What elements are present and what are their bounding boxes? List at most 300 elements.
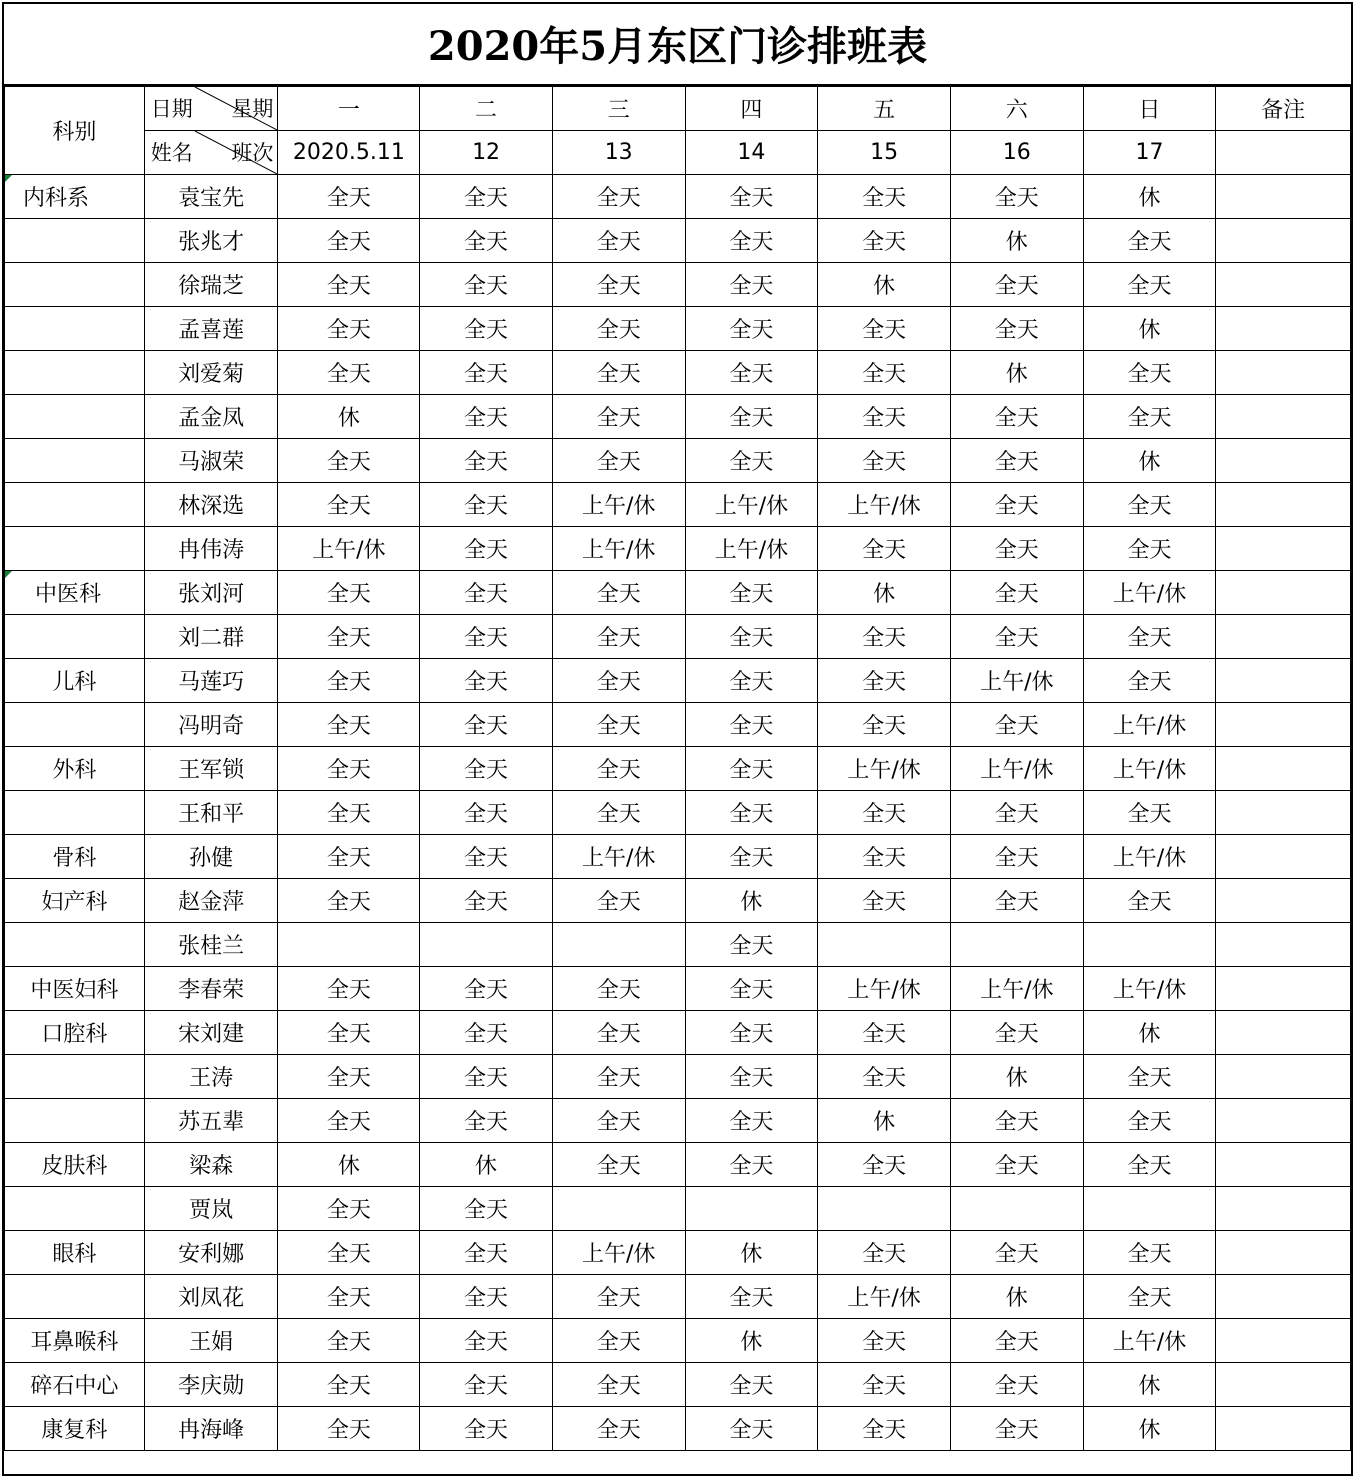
shift-cell: 全天	[278, 615, 420, 659]
shift-cell: 全天	[420, 1407, 553, 1451]
shift-cell: 全天	[685, 571, 818, 615]
shift-cell: 上午/休	[950, 747, 1083, 791]
shift-cell: 上午/休	[552, 527, 685, 571]
shift-cell: 全天	[278, 175, 420, 219]
doctor-name-cell: 孟金凤	[144, 395, 278, 439]
shift-cell: 全天	[552, 967, 685, 1011]
shift-cell: 全天	[950, 1407, 1083, 1451]
remark-cell	[1216, 1099, 1351, 1143]
date-label: 日期	[150, 97, 193, 121]
shift-cell: 全天	[552, 703, 685, 747]
dept-cell	[5, 615, 145, 659]
weekday-cell: 四	[685, 87, 818, 131]
doctor-name-cell: 宋刘建	[144, 1011, 278, 1055]
shift-cell: 全天	[420, 1319, 553, 1363]
remark-cell	[1216, 879, 1351, 923]
shift-cell: 全天	[278, 1319, 420, 1363]
shift-cell: 全天	[818, 659, 951, 703]
shift-cell: 上午/休	[818, 1275, 951, 1319]
shift-cell: 全天	[1083, 483, 1216, 527]
weekday-cell: 五	[818, 87, 951, 131]
date-cell: 15	[818, 131, 951, 175]
shift-cell: 上午/休	[552, 1231, 685, 1275]
shift-cell: 全天	[420, 1055, 553, 1099]
shift-cell: 全天	[552, 659, 685, 703]
shift-cell: 全天	[552, 1363, 685, 1407]
shift-cell: 全天	[420, 219, 553, 263]
shift-cell: 全天	[1083, 263, 1216, 307]
remark-column-header: 备注	[1216, 87, 1351, 131]
dept-cell: 中医妇科	[5, 967, 145, 1011]
table-row	[5, 571, 1351, 615]
remark-cell	[1216, 791, 1351, 835]
shift-cell: 休	[818, 263, 951, 307]
shift-cell: 全天	[420, 527, 553, 571]
table-row	[5, 1231, 1351, 1275]
shift-cell: 全天	[685, 659, 818, 703]
doctor-name-cell: 王和平	[144, 791, 278, 835]
remark-cell	[1216, 1319, 1351, 1363]
shift-cell: 全天	[552, 1055, 685, 1099]
table-row	[5, 307, 1351, 351]
shift-cell: 休	[278, 395, 420, 439]
dept-cell: 皮肤科	[5, 1143, 145, 1187]
shift-cell: 上午/休	[818, 967, 951, 1011]
schedule-sheet	[2, 2, 1353, 1476]
shift-cell: 全天	[278, 747, 420, 791]
remark-cell	[1216, 747, 1351, 791]
shift-cell: 全天	[278, 219, 420, 263]
weekday-cell: 六	[950, 87, 1083, 131]
shift-cell: 全天	[950, 703, 1083, 747]
shift-cell: 全天	[685, 1055, 818, 1099]
doctor-name-cell: 赵金萍	[144, 879, 278, 923]
dept-cell	[5, 527, 145, 571]
date-week-header	[144, 87, 278, 131]
shift-cell: 全天	[278, 1275, 420, 1319]
shift-cell: 全天	[950, 483, 1083, 527]
shift-cell: 全天	[818, 615, 951, 659]
doctor-name-cell: 徐瑞芝	[144, 263, 278, 307]
shift-cell: 全天	[950, 879, 1083, 923]
doctor-name-cell: 贾岚	[144, 1187, 278, 1231]
shift-cell: 全天	[685, 263, 818, 307]
remark-cell	[1216, 1011, 1351, 1055]
doctor-name-cell: 张桂兰	[144, 923, 278, 967]
shift-cell: 全天	[685, 835, 818, 879]
shift-cell: 休	[818, 571, 951, 615]
shift-cell: 全天	[278, 483, 420, 527]
shift-cell: 全天	[1083, 615, 1216, 659]
shift-cell: 全天	[685, 175, 818, 219]
shift-cell: 全天	[1083, 791, 1216, 835]
remark-cell	[1216, 1143, 1351, 1187]
shift-cell: 全天	[552, 351, 685, 395]
shift-cell	[278, 923, 420, 967]
shift-cell: 上午/休	[552, 835, 685, 879]
doctor-name-cell: 冉海峰	[144, 1407, 278, 1451]
shift-cell: 全天	[278, 1187, 420, 1231]
shift-cell: 上午/休	[1083, 835, 1216, 879]
shift-cell: 全天	[818, 439, 951, 483]
table-row	[5, 791, 1351, 835]
table-row	[5, 351, 1351, 395]
shift-cell: 休	[1083, 1011, 1216, 1055]
shift-cell: 上午/休	[818, 483, 951, 527]
doctor-name-cell: 马莲巧	[144, 659, 278, 703]
shift-cell: 全天	[420, 835, 553, 879]
shift-cell: 全天	[552, 791, 685, 835]
shift-cell: 全天	[278, 307, 420, 351]
shift-cell: 全天	[420, 615, 553, 659]
table-row	[5, 1143, 1351, 1187]
shift-cell: 上午/休	[1083, 747, 1216, 791]
remark-cell	[1216, 263, 1351, 307]
dept-cell: 儿科	[5, 659, 145, 703]
remark-cell	[1216, 923, 1351, 967]
shift-cell: 全天	[950, 1099, 1083, 1143]
doctor-name-cell: 林深选	[144, 483, 278, 527]
shift-cell: 全天	[552, 1099, 685, 1143]
doctor-name-cell: 王娟	[144, 1319, 278, 1363]
shift-cell: 上午/休	[1083, 703, 1216, 747]
shift-cell: 全天	[818, 835, 951, 879]
doctor-name-cell: 张刘河	[144, 571, 278, 615]
remark-cell	[1216, 659, 1351, 703]
shift-cell: 全天	[685, 219, 818, 263]
remark-cell	[1216, 703, 1351, 747]
doctor-name-cell: 冉伟涛	[144, 527, 278, 571]
table-row	[5, 1099, 1351, 1143]
dept-cell	[5, 1187, 145, 1231]
doctor-name-cell: 李春荣	[144, 967, 278, 1011]
dept-cell	[5, 1055, 145, 1099]
shift-cell: 全天	[818, 1363, 951, 1407]
shift-cell: 上午/休	[685, 483, 818, 527]
remark-cell	[1216, 615, 1351, 659]
doctor-name-cell: 苏五辈	[144, 1099, 278, 1143]
shift-cell: 全天	[552, 879, 685, 923]
shift-cell	[685, 1187, 818, 1231]
shift-cell: 全天	[950, 1143, 1083, 1187]
shift-cell: 全天	[420, 395, 553, 439]
shift-cell: 休	[1083, 1363, 1216, 1407]
table-row	[5, 1055, 1351, 1099]
table-row	[5, 747, 1351, 791]
shift-cell: 全天	[552, 1275, 685, 1319]
shift-cell: 休	[685, 1231, 818, 1275]
shift-cell: 全天	[685, 439, 818, 483]
shift-cell: 全天	[685, 307, 818, 351]
dept-cell: 耳鼻喉科	[5, 1319, 145, 1363]
shift-cell: 全天	[278, 659, 420, 703]
shift-cell: 全天	[420, 747, 553, 791]
date-cell: 13	[552, 131, 685, 175]
shift-cell: 全天	[818, 1011, 951, 1055]
table-row	[5, 1363, 1351, 1407]
doctor-name-cell: 孙健	[144, 835, 278, 879]
shift-cell: 全天	[278, 791, 420, 835]
dept-cell: 碎石中心	[5, 1363, 145, 1407]
shift-cell: 全天	[420, 1099, 553, 1143]
shift-cell: 全天	[420, 439, 553, 483]
remark-cell	[1216, 1275, 1351, 1319]
table-row	[5, 1011, 1351, 1055]
shift-cell	[818, 923, 951, 967]
table-row	[5, 923, 1351, 967]
doctor-name-cell: 梁森	[144, 1143, 278, 1187]
table-row	[5, 439, 1351, 483]
name-label: 姓名	[150, 141, 193, 165]
shift-cell: 休	[1083, 439, 1216, 483]
shift-cell: 全天	[278, 879, 420, 923]
shift-cell: 全天	[278, 263, 420, 307]
dept-cell	[5, 351, 145, 395]
table-row	[5, 615, 1351, 659]
remark-cell	[1216, 307, 1351, 351]
shift-cell: 全天	[278, 703, 420, 747]
shift-cell: 全天	[818, 1319, 951, 1363]
shift-cell: 全天	[1083, 1143, 1216, 1187]
shift-cell: 全天	[552, 1011, 685, 1055]
shift-cell	[818, 1187, 951, 1231]
shift-cell: 全天	[1083, 1231, 1216, 1275]
shift-cell: 全天	[950, 307, 1083, 351]
shift-cell: 全天	[1083, 1055, 1216, 1099]
shift-cell: 全天	[278, 835, 420, 879]
doctor-name-cell: 刘二群	[144, 615, 278, 659]
shift-cell: 全天	[420, 175, 553, 219]
dept-cell	[5, 1275, 145, 1319]
shift-cell: 休	[685, 1319, 818, 1363]
table-row	[5, 1319, 1351, 1363]
weekday-cell: 日	[1083, 87, 1216, 131]
shift-cell: 全天	[420, 351, 553, 395]
shift-cell: 休	[950, 1055, 1083, 1099]
shift-cell: 全天	[278, 351, 420, 395]
shift-cell: 全天	[818, 1231, 951, 1275]
remark-cell	[1216, 483, 1351, 527]
shift-cell: 全天	[950, 527, 1083, 571]
shift-label: 班次	[231, 141, 274, 165]
table-row	[5, 703, 1351, 747]
table-row	[5, 395, 1351, 439]
shift-cell: 全天	[685, 747, 818, 791]
shift-cell: 全天	[278, 1099, 420, 1143]
shift-cell: 全天	[818, 879, 951, 923]
shift-cell: 全天	[950, 615, 1083, 659]
shift-cell: 全天	[818, 791, 951, 835]
dept-cell	[5, 483, 145, 527]
shift-cell: 休	[950, 351, 1083, 395]
shift-cell: 休	[1083, 175, 1216, 219]
table-row	[5, 527, 1351, 571]
shift-cell: 全天	[950, 175, 1083, 219]
doctor-name-cell: 王军锁	[144, 747, 278, 791]
dept-column-header: 科别	[5, 87, 145, 175]
shift-cell: 上午/休	[950, 659, 1083, 703]
table-row	[5, 879, 1351, 923]
shift-cell: 全天	[278, 967, 420, 1011]
shift-cell: 休	[950, 219, 1083, 263]
remark-cell	[1216, 1363, 1351, 1407]
table-row	[5, 1407, 1351, 1451]
shift-cell: 休	[818, 1099, 951, 1143]
shift-cell: 全天	[818, 351, 951, 395]
remark-cell	[1216, 1407, 1351, 1451]
dept-cell	[5, 703, 145, 747]
weekday-cell: 一	[278, 87, 420, 131]
dept-cell: 内科系	[5, 175, 145, 219]
shift-cell: 全天	[552, 1407, 685, 1451]
shift-cell: 全天	[552, 571, 685, 615]
shift-cell: 上午/休	[818, 747, 951, 791]
shift-cell: 全天	[552, 307, 685, 351]
shift-cell	[950, 923, 1083, 967]
shift-cell: 全天	[1083, 351, 1216, 395]
shift-cell: 全天	[278, 439, 420, 483]
dept-cell: 妇产科	[5, 879, 145, 923]
shift-cell: 全天	[278, 1407, 420, 1451]
remark-cell	[1216, 175, 1351, 219]
doctor-name-cell: 张兆才	[144, 219, 278, 263]
shift-cell: 全天	[950, 439, 1083, 483]
header-row-date	[5, 131, 1351, 175]
remark-cell	[1216, 967, 1351, 1011]
shift-cell: 全天	[1083, 1099, 1216, 1143]
schedule-table	[4, 86, 1351, 1451]
shift-cell: 上午/休	[552, 483, 685, 527]
table-row	[5, 263, 1351, 307]
remark-cell	[1216, 439, 1351, 483]
doctor-name-cell: 冯明奇	[144, 703, 278, 747]
cell-marker-icon	[5, 175, 12, 182]
shift-cell: 全天	[552, 263, 685, 307]
shift-cell: 休	[950, 1275, 1083, 1319]
shift-cell: 全天	[1083, 879, 1216, 923]
shift-cell: 全天	[685, 1407, 818, 1451]
doctor-name-cell: 王涛	[144, 1055, 278, 1099]
shift-cell: 全天	[420, 967, 553, 1011]
shift-cell: 休	[420, 1143, 553, 1187]
doctor-name-cell: 孟喜莲	[144, 307, 278, 351]
shift-cell: 全天	[1083, 659, 1216, 703]
shift-cell: 全天	[818, 1407, 951, 1451]
shift-cell: 全天	[420, 879, 553, 923]
shift-cell: 全天	[420, 791, 553, 835]
table-row	[5, 659, 1351, 703]
remark-cell	[1216, 131, 1351, 175]
shift-cell: 全天	[950, 395, 1083, 439]
dept-cell: 中医科	[5, 571, 145, 615]
shift-cell: 全天	[552, 219, 685, 263]
shift-cell: 全天	[818, 1143, 951, 1187]
shift-cell: 全天	[685, 615, 818, 659]
shift-cell: 全天	[552, 439, 685, 483]
shift-cell: 全天	[420, 571, 553, 615]
dept-cell: 眼科	[5, 1231, 145, 1275]
remark-cell	[1216, 219, 1351, 263]
shift-cell: 全天	[552, 747, 685, 791]
shift-cell	[552, 1187, 685, 1231]
week-label: 星期	[231, 97, 274, 121]
dept-cell: 外科	[5, 747, 145, 791]
shift-cell: 休	[1083, 307, 1216, 351]
cell-marker-icon	[5, 571, 12, 578]
shift-cell: 上午/休	[950, 967, 1083, 1011]
remark-cell	[1216, 835, 1351, 879]
doctor-name-cell: 袁宝先	[144, 175, 278, 219]
shift-cell: 全天	[552, 1319, 685, 1363]
date-cell: 12	[420, 131, 553, 175]
remark-cell	[1216, 1187, 1351, 1231]
shift-cell: 全天	[1083, 219, 1216, 263]
dept-cell	[5, 791, 145, 835]
shift-cell: 全天	[950, 1363, 1083, 1407]
shift-cell: 全天	[278, 571, 420, 615]
shift-cell: 全天	[950, 1011, 1083, 1055]
shift-cell: 全天	[685, 923, 818, 967]
shift-cell: 全天	[420, 1231, 553, 1275]
table-row	[5, 219, 1351, 263]
weekday-cell: 二	[420, 87, 553, 131]
doctor-name-cell: 马淑荣	[144, 439, 278, 483]
shift-cell	[1083, 923, 1216, 967]
date-cell: 2020.5.11	[278, 131, 420, 175]
shift-cell: 全天	[685, 703, 818, 747]
shift-cell: 全天	[278, 1011, 420, 1055]
shift-cell: 全天	[420, 1363, 553, 1407]
shift-cell: 全天	[685, 967, 818, 1011]
shift-cell: 全天	[278, 1231, 420, 1275]
shift-cell: 上午/休	[1083, 967, 1216, 1011]
shift-cell: 全天	[685, 1363, 818, 1407]
shift-cell: 全天	[685, 1275, 818, 1319]
shift-cell: 全天	[552, 175, 685, 219]
shift-cell: 全天	[685, 395, 818, 439]
shift-cell: 全天	[685, 1099, 818, 1143]
schedule-body	[5, 175, 1351, 1451]
doctor-name-cell: 李庆勋	[144, 1363, 278, 1407]
shift-cell	[1083, 1187, 1216, 1231]
shift-cell: 全天	[1083, 527, 1216, 571]
shift-cell: 全天	[950, 835, 1083, 879]
shift-cell: 全天	[818, 527, 951, 571]
table-row	[5, 1275, 1351, 1319]
shift-cell: 全天	[1083, 1275, 1216, 1319]
shift-cell: 休	[1083, 1407, 1216, 1451]
doctor-name-cell: 刘爱菊	[144, 351, 278, 395]
shift-cell: 全天	[1083, 395, 1216, 439]
shift-cell: 全天	[420, 1011, 553, 1055]
shift-cell: 全天	[420, 263, 553, 307]
date-cell: 17	[1083, 131, 1216, 175]
header-row-weekday	[5, 87, 1351, 131]
shift-cell: 全天	[420, 483, 553, 527]
dept-cell: 骨科	[5, 835, 145, 879]
shift-cell: 上午/休	[685, 527, 818, 571]
table-row	[5, 1187, 1351, 1231]
shift-cell: 上午/休	[1083, 571, 1216, 615]
dept-cell	[5, 307, 145, 351]
page-title: 2020年5月东区门诊排班表	[4, 4, 1351, 86]
shift-cell: 全天	[818, 395, 951, 439]
remark-cell	[1216, 395, 1351, 439]
shift-cell: 全天	[685, 1011, 818, 1055]
shift-cell: 全天	[950, 263, 1083, 307]
shift-cell: 全天	[818, 1055, 951, 1099]
weekday-cell: 三	[552, 87, 685, 131]
